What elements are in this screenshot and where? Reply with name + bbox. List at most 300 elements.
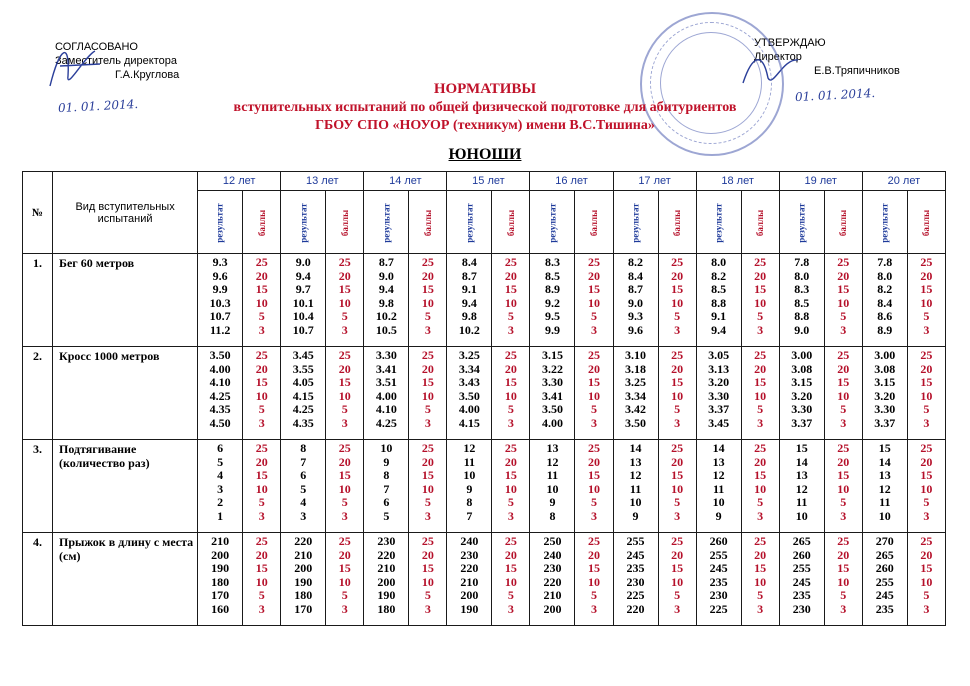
result-value: 10.4 bbox=[292, 309, 314, 324]
result-value: 225 bbox=[709, 601, 728, 616]
result-values bbox=[447, 533, 492, 626]
result-value: 3.15 bbox=[791, 375, 813, 390]
points-value: 15 bbox=[754, 375, 767, 390]
points-value: 10 bbox=[837, 481, 850, 496]
points-values bbox=[658, 254, 696, 347]
points-value: 20 bbox=[255, 454, 268, 469]
points-value: 20 bbox=[255, 547, 268, 562]
points-value: 15 bbox=[671, 282, 684, 297]
points-value: 20 bbox=[920, 268, 933, 283]
points-value: 20 bbox=[504, 454, 517, 469]
result-value: 8.2 bbox=[877, 282, 893, 297]
points-value: 5 bbox=[757, 588, 764, 603]
points-value: 10 bbox=[920, 481, 933, 496]
result-value: 9.4 bbox=[295, 268, 311, 283]
header-number: № bbox=[23, 172, 53, 254]
approve-position: Директор bbox=[754, 51, 802, 63]
points-value: 15 bbox=[255, 375, 268, 390]
points-value: 10 bbox=[338, 481, 351, 496]
result-value: 8.8 bbox=[794, 309, 810, 324]
result-value: 210 bbox=[460, 574, 479, 589]
result-values bbox=[862, 533, 907, 626]
points-value: 20 bbox=[837, 547, 850, 562]
points-value: 20 bbox=[255, 361, 268, 376]
result-value: 4.00 bbox=[375, 388, 397, 403]
points-value: 10 bbox=[754, 295, 767, 310]
points-value: 3 bbox=[674, 601, 681, 616]
points-values bbox=[824, 347, 862, 440]
result-value: 8.5 bbox=[711, 282, 727, 297]
points-values bbox=[907, 533, 945, 626]
result-value: 190 bbox=[211, 561, 230, 576]
result-value: 260 bbox=[875, 561, 894, 576]
points-value: 10 bbox=[671, 574, 684, 589]
result-value: 11 bbox=[879, 495, 891, 510]
points-value: 15 bbox=[504, 561, 517, 576]
result-value: 3.05 bbox=[708, 348, 730, 362]
result-value: 8.2 bbox=[711, 268, 727, 283]
result-value: 3.08 bbox=[791, 361, 813, 376]
age-header: 17 лет bbox=[613, 172, 696, 191]
points-value: 3 bbox=[591, 601, 597, 616]
points-value: 15 bbox=[671, 561, 684, 576]
result-values bbox=[779, 533, 824, 626]
age-header: 14 лет bbox=[364, 172, 447, 191]
age-header: 20 лет bbox=[862, 172, 945, 191]
row-number: 1. bbox=[23, 254, 53, 347]
points-value: 10 bbox=[588, 481, 600, 496]
points-value: 3 bbox=[424, 415, 431, 430]
result-value: 4.35 bbox=[292, 415, 314, 430]
result-values bbox=[364, 347, 409, 440]
result-values bbox=[530, 347, 575, 440]
points-value: 15 bbox=[421, 375, 434, 390]
result-value: 250 bbox=[543, 534, 562, 548]
result-subheader: результат bbox=[364, 191, 409, 254]
result-value: 5 bbox=[217, 454, 224, 469]
row-number: 4. bbox=[23, 533, 53, 626]
points-value: 15 bbox=[754, 468, 767, 483]
row-test-name: Прыжок в длину с места (см) bbox=[53, 533, 198, 626]
approval-label: СОГЛАСОВАНО bbox=[55, 41, 138, 53]
result-value: 260 bbox=[792, 547, 811, 562]
result-value: 3.18 bbox=[625, 361, 647, 376]
points-value: 3 bbox=[507, 601, 514, 616]
result-value: 235 bbox=[709, 574, 728, 589]
result-value: 3.15 bbox=[874, 375, 896, 390]
points-value: 25 bbox=[504, 255, 517, 269]
result-value: 255 bbox=[875, 574, 894, 589]
result-value: 8.8 bbox=[711, 295, 727, 310]
points-value: 20 bbox=[588, 268, 600, 283]
result-value: 4.10 bbox=[375, 402, 397, 417]
points-value: 10 bbox=[588, 574, 600, 589]
result-value: 13 bbox=[546, 441, 559, 455]
approval-name: Г.А.Круглова bbox=[115, 69, 180, 81]
points-value: 3 bbox=[591, 322, 597, 337]
points-value: 3 bbox=[258, 322, 265, 337]
points-values bbox=[575, 440, 613, 533]
points-value: 20 bbox=[421, 547, 434, 562]
result-value: 12 bbox=[712, 468, 725, 483]
points-value: 5 bbox=[840, 402, 847, 417]
points-values bbox=[824, 440, 862, 533]
points-value: 5 bbox=[757, 309, 764, 324]
result-value: 3.30 bbox=[541, 375, 563, 390]
points-value: 15 bbox=[920, 468, 933, 483]
page-title: НОРМАТИВЫ bbox=[433, 81, 537, 97]
points-value: 25 bbox=[255, 534, 268, 548]
points-value: 20 bbox=[671, 454, 684, 469]
points-value: 3 bbox=[424, 601, 431, 616]
points-value: 15 bbox=[671, 468, 684, 483]
points-value: 25 bbox=[754, 348, 767, 362]
points-value: 3 bbox=[923, 508, 930, 523]
result-values bbox=[198, 254, 243, 347]
result-value: 8.4 bbox=[461, 255, 477, 269]
result-value: 265 bbox=[875, 547, 894, 562]
result-value: 3.30 bbox=[375, 348, 397, 362]
points-value: 3 bbox=[674, 322, 681, 337]
points-value: 25 bbox=[338, 534, 351, 548]
result-value: 9.7 bbox=[295, 282, 311, 297]
result-value: 11 bbox=[546, 468, 559, 483]
points-value: 25 bbox=[421, 348, 434, 362]
result-value: 11 bbox=[629, 481, 642, 496]
result-values bbox=[779, 440, 824, 533]
points-value: 25 bbox=[588, 348, 600, 362]
row-test-name: Бег 60 метров bbox=[53, 254, 198, 347]
points-value: 25 bbox=[837, 534, 850, 548]
points-value: 10 bbox=[671, 295, 684, 310]
points-value: 5 bbox=[840, 588, 847, 603]
points-value: 20 bbox=[504, 361, 517, 376]
result-value: 3.30 bbox=[708, 388, 730, 403]
result-value: 7.8 bbox=[794, 255, 810, 269]
points-value: 10 bbox=[504, 481, 517, 496]
points-value: 5 bbox=[507, 309, 514, 324]
result-value: 9.9 bbox=[544, 322, 560, 337]
result-value: 3.41 bbox=[541, 388, 563, 403]
result-value: 3.10 bbox=[625, 348, 647, 362]
row-number: 2. bbox=[23, 347, 53, 440]
age-header: 18 лет bbox=[696, 172, 779, 191]
result-value: 9.2 bbox=[544, 295, 560, 310]
points-values bbox=[326, 533, 364, 626]
age-header: 13 лет bbox=[281, 172, 364, 191]
standards-table bbox=[22, 171, 946, 626]
points-value: 15 bbox=[504, 375, 517, 390]
points-values bbox=[492, 533, 530, 626]
points-subheader: баллы bbox=[658, 191, 696, 254]
points-value: 10 bbox=[421, 388, 434, 403]
points-value: 20 bbox=[671, 547, 684, 562]
points-value: 3 bbox=[507, 322, 514, 337]
result-value: 11 bbox=[796, 495, 808, 510]
result-values bbox=[613, 254, 658, 347]
points-value: 20 bbox=[754, 268, 767, 283]
points-value: 10 bbox=[255, 574, 268, 589]
points-value: 25 bbox=[421, 534, 434, 548]
result-value: 9.0 bbox=[628, 295, 644, 310]
points-value: 5 bbox=[341, 309, 348, 324]
result-value: 3.37 bbox=[708, 402, 730, 417]
points-value: 3 bbox=[424, 508, 431, 523]
result-value: 190 bbox=[294, 574, 313, 589]
group-title: ЮНОШИ bbox=[448, 146, 522, 163]
points-value: 15 bbox=[255, 468, 268, 483]
result-value: 3.30 bbox=[874, 402, 896, 417]
points-value: 20 bbox=[588, 454, 600, 469]
points-value: 25 bbox=[920, 255, 933, 269]
points-values bbox=[243, 533, 281, 626]
points-subheader: баллы bbox=[326, 191, 364, 254]
points-value: 5 bbox=[341, 402, 348, 417]
result-value: 4.15 bbox=[292, 388, 314, 403]
points-value: 20 bbox=[421, 268, 434, 283]
points-value: 25 bbox=[588, 534, 600, 548]
points-value: 20 bbox=[920, 361, 933, 376]
result-value: 8.7 bbox=[461, 268, 477, 283]
points-value: 10 bbox=[504, 295, 517, 310]
result-value: 220 bbox=[460, 561, 479, 576]
points-value: 5 bbox=[923, 402, 930, 417]
result-value: 225 bbox=[626, 588, 645, 603]
result-subheader: результат bbox=[530, 191, 575, 254]
points-value: 5 bbox=[674, 588, 681, 603]
points-values bbox=[907, 254, 945, 347]
points-value: 10 bbox=[671, 388, 684, 403]
points-value: 3 bbox=[258, 601, 265, 616]
result-value: 9.3 bbox=[212, 255, 228, 269]
points-value: 10 bbox=[754, 481, 767, 496]
points-subheader: баллы bbox=[741, 191, 779, 254]
points-value: 20 bbox=[588, 547, 600, 562]
points-values bbox=[741, 440, 779, 533]
approval-position: Заместитель директора bbox=[55, 55, 177, 67]
result-value: 14 bbox=[629, 441, 642, 455]
result-value: 3.20 bbox=[874, 388, 896, 403]
points-value: 3 bbox=[840, 508, 847, 523]
result-values bbox=[696, 254, 741, 347]
points-value: 25 bbox=[588, 255, 600, 269]
points-value: 10 bbox=[837, 574, 850, 589]
result-value: 270 bbox=[875, 534, 894, 548]
points-value: 3 bbox=[591, 415, 597, 430]
result-value: 9 bbox=[632, 508, 639, 523]
points-value: 20 bbox=[754, 454, 767, 469]
result-values bbox=[696, 347, 741, 440]
points-value: 3 bbox=[341, 415, 348, 430]
result-value: 9 bbox=[549, 495, 556, 510]
points-subheader: баллы bbox=[907, 191, 945, 254]
points-value: 10 bbox=[504, 388, 517, 403]
points-value: 20 bbox=[338, 454, 351, 469]
row-test-name: Подтягивание (количество раз) bbox=[53, 440, 198, 533]
result-values bbox=[447, 440, 492, 533]
result-value: 200 bbox=[377, 574, 396, 589]
points-value: 20 bbox=[255, 268, 268, 283]
result-values bbox=[281, 347, 326, 440]
result-values bbox=[281, 440, 326, 533]
result-value: 9.4 bbox=[711, 322, 727, 337]
result-value: 8 bbox=[383, 468, 390, 483]
result-value: 200 bbox=[543, 601, 562, 616]
result-value: 3.37 bbox=[791, 415, 813, 430]
points-values bbox=[326, 347, 364, 440]
result-value: 210 bbox=[543, 588, 562, 603]
points-value: 15 bbox=[338, 282, 351, 297]
points-value: 20 bbox=[504, 547, 517, 562]
points-value: 10 bbox=[255, 481, 268, 496]
points-value: 25 bbox=[421, 255, 434, 269]
result-values bbox=[198, 440, 243, 533]
points-value: 10 bbox=[588, 295, 600, 310]
points-value: 20 bbox=[421, 361, 434, 376]
points-values bbox=[658, 440, 696, 533]
result-value: 255 bbox=[626, 534, 645, 548]
points-value: 15 bbox=[588, 468, 600, 483]
result-value: 10.5 bbox=[375, 322, 397, 337]
result-value: 5 bbox=[383, 508, 390, 523]
result-value: 245 bbox=[792, 574, 811, 589]
points-value: 10 bbox=[338, 574, 351, 589]
points-values bbox=[575, 533, 613, 626]
result-values bbox=[530, 440, 575, 533]
result-value: 3.45 bbox=[292, 348, 314, 362]
result-values bbox=[364, 440, 409, 533]
points-value: 3 bbox=[507, 508, 514, 523]
result-value: 3.51 bbox=[375, 375, 397, 390]
result-value: 10 bbox=[463, 468, 476, 483]
result-value: 230 bbox=[709, 588, 728, 603]
result-value: 15 bbox=[795, 441, 808, 455]
table-row bbox=[23, 440, 946, 533]
points-values bbox=[658, 533, 696, 626]
result-value: 3.43 bbox=[458, 375, 480, 390]
result-value: 13 bbox=[712, 454, 725, 469]
result-value: 10 bbox=[546, 481, 559, 496]
points-value: 25 bbox=[837, 441, 850, 455]
result-value: 10.2 bbox=[375, 309, 397, 324]
points-values bbox=[824, 533, 862, 626]
points-value: 5 bbox=[840, 309, 847, 324]
points-values bbox=[741, 347, 779, 440]
points-values bbox=[409, 440, 447, 533]
result-value: 7.8 bbox=[877, 255, 893, 269]
result-values bbox=[613, 347, 658, 440]
points-value: 25 bbox=[920, 441, 933, 455]
result-values bbox=[779, 254, 824, 347]
result-value: 10 bbox=[878, 508, 891, 523]
result-value: 10 bbox=[629, 495, 642, 510]
points-value: 5 bbox=[591, 402, 597, 417]
result-subheader: результат bbox=[447, 191, 492, 254]
points-value: 25 bbox=[754, 441, 767, 455]
result-value: 8 bbox=[300, 441, 307, 455]
points-value: 25 bbox=[837, 348, 850, 362]
result-values bbox=[198, 347, 243, 440]
points-values bbox=[492, 440, 530, 533]
result-values bbox=[696, 533, 741, 626]
result-value: 8.4 bbox=[877, 295, 893, 310]
points-subheader: баллы bbox=[824, 191, 862, 254]
result-values bbox=[530, 533, 575, 626]
result-value: 9 bbox=[715, 508, 722, 523]
result-value: 3.08 bbox=[874, 361, 896, 376]
points-value: 10 bbox=[255, 295, 268, 310]
points-value: 15 bbox=[421, 468, 434, 483]
row-number: 3. bbox=[23, 440, 53, 533]
points-value: 20 bbox=[338, 547, 351, 562]
result-value: 235 bbox=[875, 601, 894, 616]
result-value: 4.00 bbox=[541, 415, 563, 430]
points-value: 15 bbox=[837, 561, 850, 576]
result-value: 4.25 bbox=[209, 388, 231, 403]
result-value: 220 bbox=[543, 574, 562, 589]
result-value: 4.10 bbox=[209, 375, 231, 390]
points-value: 10 bbox=[588, 388, 600, 403]
result-value: 13 bbox=[878, 468, 891, 483]
result-value: 10.2 bbox=[458, 322, 480, 337]
points-value: 5 bbox=[258, 588, 265, 603]
result-value: 3.50 bbox=[458, 388, 480, 403]
points-value: 20 bbox=[754, 547, 767, 562]
points-value: 3 bbox=[757, 322, 764, 337]
result-value: 9.1 bbox=[461, 282, 477, 297]
result-values bbox=[862, 440, 907, 533]
points-values bbox=[409, 347, 447, 440]
result-value: 160 bbox=[211, 601, 230, 616]
result-value: 12 bbox=[629, 468, 642, 483]
result-value: 170 bbox=[294, 601, 313, 616]
points-value: 3 bbox=[591, 508, 597, 523]
result-value: 6 bbox=[383, 495, 390, 510]
points-value: 5 bbox=[757, 495, 764, 510]
result-values bbox=[862, 347, 907, 440]
points-value: 3 bbox=[757, 508, 764, 523]
result-value: 4.25 bbox=[292, 402, 314, 417]
points-value: 15 bbox=[504, 468, 517, 483]
result-value: 1 bbox=[217, 508, 224, 523]
points-value: 3 bbox=[923, 415, 930, 430]
points-value: 5 bbox=[341, 588, 348, 603]
result-value: 235 bbox=[792, 588, 811, 603]
points-value: 15 bbox=[920, 375, 933, 390]
result-value: 9.9 bbox=[212, 282, 228, 297]
points-values bbox=[658, 347, 696, 440]
points-value: 10 bbox=[920, 295, 933, 310]
result-values bbox=[862, 254, 907, 347]
points-value: 25 bbox=[671, 534, 684, 548]
points-value: 15 bbox=[421, 282, 434, 297]
result-value: 3.55 bbox=[292, 361, 314, 376]
result-value: 200 bbox=[294, 561, 313, 576]
table-row bbox=[23, 347, 946, 440]
approval-date-left: 01. 01. 2014. bbox=[57, 96, 139, 116]
points-value: 25 bbox=[588, 441, 600, 455]
points-value: 3 bbox=[341, 508, 348, 523]
result-subheader: результат bbox=[862, 191, 907, 254]
points-values bbox=[741, 254, 779, 347]
header-test-type: Вид вступительных испытаний bbox=[53, 172, 198, 254]
result-value: 8.9 bbox=[544, 282, 560, 297]
result-value: 10.3 bbox=[209, 295, 231, 310]
points-value: 20 bbox=[837, 454, 850, 469]
points-value: 20 bbox=[588, 361, 600, 376]
points-value: 10 bbox=[421, 481, 434, 496]
result-value: 200 bbox=[460, 588, 479, 603]
